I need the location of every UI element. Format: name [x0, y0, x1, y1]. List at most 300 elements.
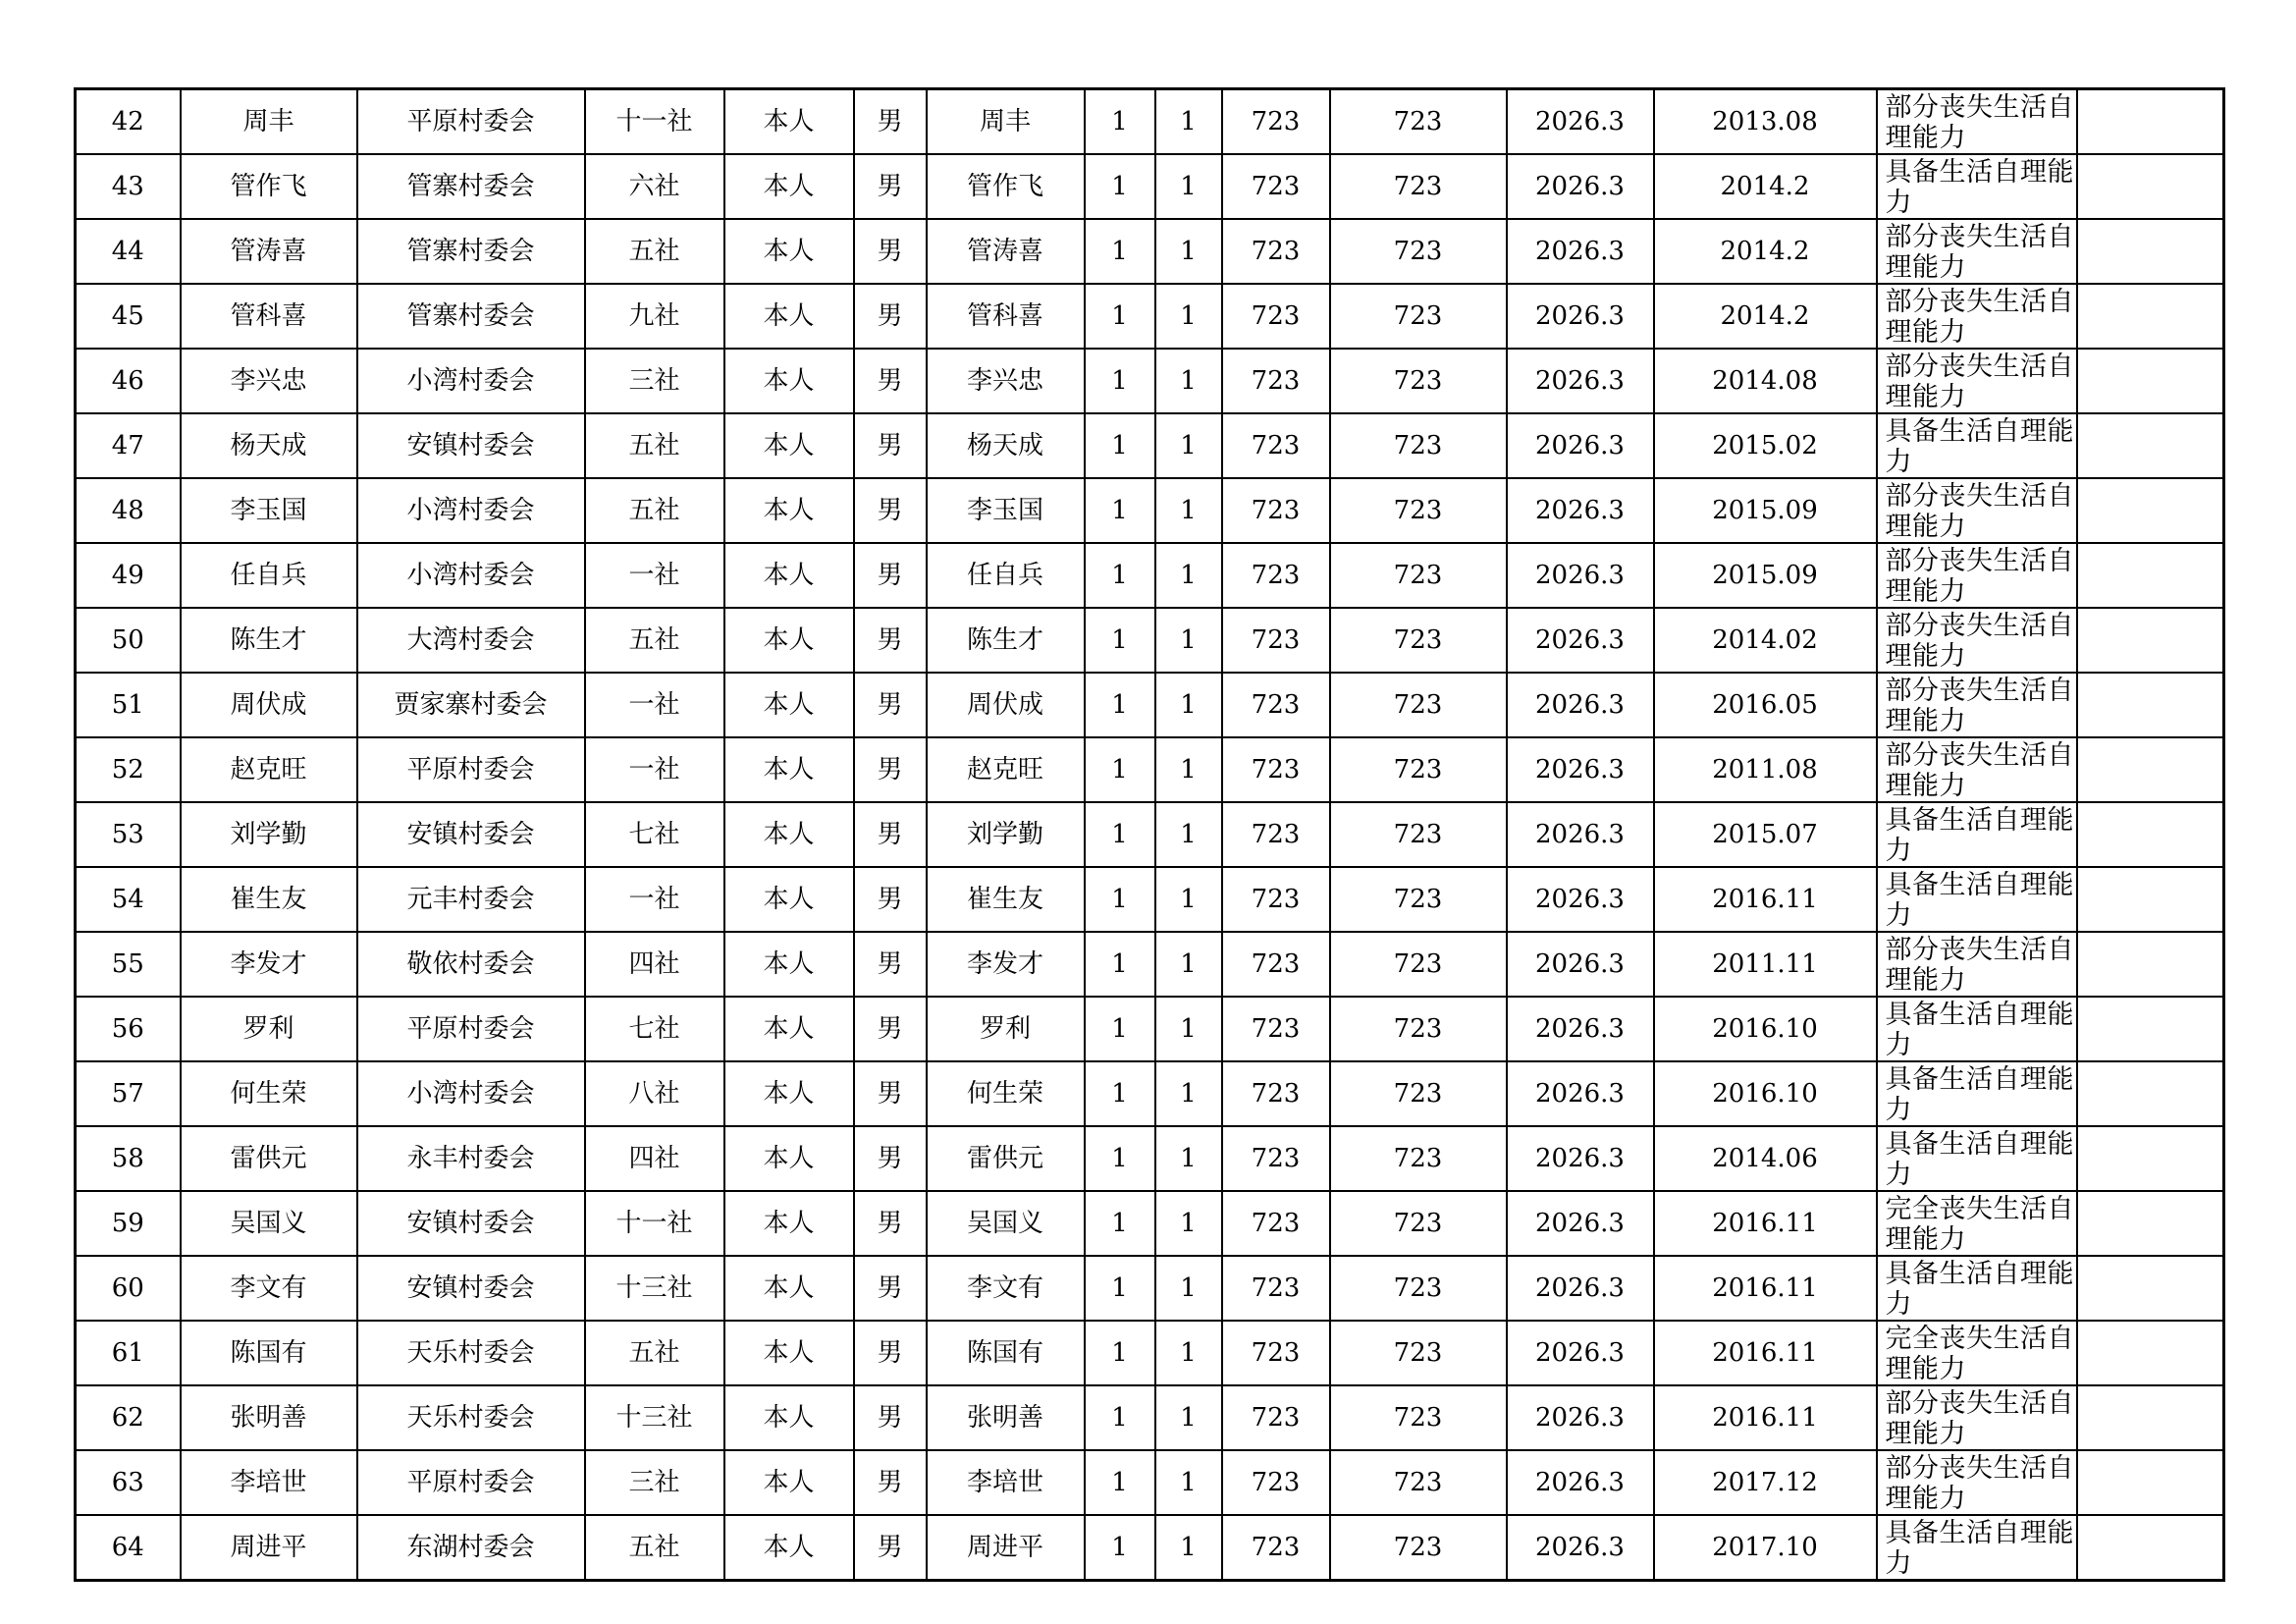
cell-households: 1 [1085, 89, 1155, 155]
cell-group: 五社 [585, 478, 724, 543]
table-row [76, 349, 2224, 413]
cell-relation: 本人 [724, 1061, 854, 1126]
cell-households: 1 [1085, 997, 1155, 1061]
cell-amount: 723 [1330, 1385, 1507, 1450]
cell-status: 完全丧失生活自理能力 [1877, 1321, 2077, 1385]
cell-relation: 本人 [724, 867, 854, 932]
cell-households: 1 [1085, 1256, 1155, 1321]
cell-note [2077, 89, 2224, 155]
cell-note [2077, 413, 2224, 478]
cell-no: 42 [76, 89, 181, 155]
cell-persons: 1 [1155, 1126, 1222, 1191]
cell-head: 罗利 [927, 997, 1085, 1061]
cell-no: 50 [76, 608, 181, 673]
cell-end-date: 2026.3 [1507, 802, 1654, 867]
cell-start-date: 2017.10 [1654, 1515, 1877, 1581]
cell-households: 1 [1085, 478, 1155, 543]
cell-gender: 男 [854, 349, 927, 413]
cell-amount: 723 [1330, 737, 1507, 802]
cell-households: 1 [1085, 543, 1155, 608]
cell-village: 管寨村委会 [357, 284, 585, 349]
cell-village: 小湾村委会 [357, 478, 585, 543]
cell-note [2077, 219, 2224, 284]
cell-status: 具备生活自理能力 [1877, 1126, 2077, 1191]
cell-persons: 1 [1155, 1191, 1222, 1256]
cell-note [2077, 349, 2224, 413]
cell-status: 部分丧失生活自理能力 [1877, 932, 2077, 997]
cell-amount: 723 [1330, 89, 1507, 155]
cell-head: 李发才 [927, 932, 1085, 997]
cell-no: 55 [76, 932, 181, 997]
cell-village: 东湖村委会 [357, 1515, 585, 1581]
cell-standard: 723 [1222, 1385, 1330, 1450]
cell-relation: 本人 [724, 1321, 854, 1385]
cell-group: 六社 [585, 154, 724, 219]
cell-village: 平原村委会 [357, 737, 585, 802]
cell-amount: 723 [1330, 1515, 1507, 1581]
cell-relation: 本人 [724, 478, 854, 543]
cell-no: 45 [76, 284, 181, 349]
cell-persons: 1 [1155, 284, 1222, 349]
cell-name: 李兴忠 [181, 349, 357, 413]
cell-end-date: 2026.3 [1507, 89, 1654, 155]
cell-name: 管科喜 [181, 284, 357, 349]
cell-head: 周伏成 [927, 673, 1085, 737]
cell-village: 天乐村委会 [357, 1385, 585, 1450]
cell-gender: 男 [854, 1450, 927, 1515]
cell-no: 43 [76, 154, 181, 219]
cell-relation: 本人 [724, 349, 854, 413]
table-row [76, 1321, 2224, 1385]
cell-no: 62 [76, 1385, 181, 1450]
table-row [76, 867, 2224, 932]
cell-households: 1 [1085, 802, 1155, 867]
table-row [76, 219, 2224, 284]
cell-name: 雷供元 [181, 1126, 357, 1191]
cell-amount: 723 [1330, 1321, 1507, 1385]
cell-name: 管涛喜 [181, 219, 357, 284]
cell-relation: 本人 [724, 1126, 854, 1191]
table-row [76, 737, 2224, 802]
cell-gender: 男 [854, 219, 927, 284]
cell-start-date: 2013.08 [1654, 89, 1877, 155]
cell-amount: 723 [1330, 1126, 1507, 1191]
table-row [76, 932, 2224, 997]
cell-households: 1 [1085, 1126, 1155, 1191]
cell-village: 安镇村委会 [357, 802, 585, 867]
cell-persons: 1 [1155, 737, 1222, 802]
cell-standard: 723 [1222, 1321, 1330, 1385]
cell-status: 部分丧失生活自理能力 [1877, 89, 2077, 155]
cell-status: 具备生活自理能力 [1877, 1061, 2077, 1126]
cell-end-date: 2026.3 [1507, 1515, 1654, 1581]
cell-standard: 723 [1222, 932, 1330, 997]
cell-standard: 723 [1222, 1256, 1330, 1321]
cell-group: 九社 [585, 284, 724, 349]
cell-head: 管作飞 [927, 154, 1085, 219]
cell-note [2077, 997, 2224, 1061]
cell-group: 一社 [585, 673, 724, 737]
cell-group: 十一社 [585, 89, 724, 155]
table-row [76, 673, 2224, 737]
cell-note [2077, 867, 2224, 932]
cell-group: 三社 [585, 349, 724, 413]
cell-head: 杨天成 [927, 413, 1085, 478]
cell-note [2077, 932, 2224, 997]
cell-village: 平原村委会 [357, 1450, 585, 1515]
cell-note [2077, 1385, 2224, 1450]
cell-standard: 723 [1222, 608, 1330, 673]
cell-status: 部分丧失生活自理能力 [1877, 1450, 2077, 1515]
cell-group: 十三社 [585, 1256, 724, 1321]
cell-start-date: 2016.11 [1654, 867, 1877, 932]
cell-start-date: 2016.11 [1654, 1191, 1877, 1256]
cell-no: 52 [76, 737, 181, 802]
cell-standard: 723 [1222, 413, 1330, 478]
cell-status: 部分丧失生活自理能力 [1877, 478, 2077, 543]
cell-end-date: 2026.3 [1507, 1385, 1654, 1450]
cell-group: 一社 [585, 867, 724, 932]
cell-village: 安镇村委会 [357, 1256, 585, 1321]
cell-start-date: 2016.10 [1654, 1061, 1877, 1126]
cell-end-date: 2026.3 [1507, 1256, 1654, 1321]
cell-start-date: 2016.05 [1654, 673, 1877, 737]
cell-status: 部分丧失生活自理能力 [1877, 1385, 2077, 1450]
cell-start-date: 2015.09 [1654, 478, 1877, 543]
table-row [76, 802, 2224, 867]
cell-gender: 男 [854, 1321, 927, 1385]
cell-status: 具备生活自理能力 [1877, 413, 2077, 478]
cell-village: 敬依村委会 [357, 932, 585, 997]
cell-note [2077, 543, 2224, 608]
cell-note [2077, 737, 2224, 802]
cell-name: 何生荣 [181, 1061, 357, 1126]
cell-group: 十三社 [585, 1385, 724, 1450]
cell-village: 天乐村委会 [357, 1321, 585, 1385]
cell-gender: 男 [854, 1385, 927, 1450]
cell-persons: 1 [1155, 349, 1222, 413]
cell-end-date: 2026.3 [1507, 1321, 1654, 1385]
cell-relation: 本人 [724, 1450, 854, 1515]
cell-name: 管作飞 [181, 154, 357, 219]
cell-head: 周丰 [927, 89, 1085, 155]
cell-status: 具备生活自理能力 [1877, 867, 2077, 932]
cell-persons: 1 [1155, 478, 1222, 543]
cell-gender: 男 [854, 284, 927, 349]
cell-no: 60 [76, 1256, 181, 1321]
cell-gender: 男 [854, 413, 927, 478]
cell-gender: 男 [854, 673, 927, 737]
cell-no: 48 [76, 478, 181, 543]
cell-village: 贾家寨村委会 [357, 673, 585, 737]
cell-start-date: 2015.02 [1654, 413, 1877, 478]
cell-relation: 本人 [724, 1256, 854, 1321]
cell-start-date: 2014.2 [1654, 284, 1877, 349]
cell-name: 李培世 [181, 1450, 357, 1515]
cell-no: 53 [76, 802, 181, 867]
cell-group: 五社 [585, 1321, 724, 1385]
cell-head: 刘学勤 [927, 802, 1085, 867]
cell-standard: 723 [1222, 543, 1330, 608]
cell-amount: 723 [1330, 1450, 1507, 1515]
cell-head: 李兴忠 [927, 349, 1085, 413]
cell-households: 1 [1085, 413, 1155, 478]
cell-start-date: 2016.11 [1654, 1321, 1877, 1385]
cell-group: 一社 [585, 543, 724, 608]
cell-village: 大湾村委会 [357, 608, 585, 673]
cell-no: 63 [76, 1450, 181, 1515]
cell-status: 部分丧失生活自理能力 [1877, 673, 2077, 737]
cell-amount: 723 [1330, 154, 1507, 219]
cell-persons: 1 [1155, 219, 1222, 284]
cell-households: 1 [1085, 737, 1155, 802]
cell-name: 赵克旺 [181, 737, 357, 802]
table-row [76, 89, 2224, 155]
cell-relation: 本人 [724, 1385, 854, 1450]
cell-standard: 723 [1222, 867, 1330, 932]
cell-note [2077, 1256, 2224, 1321]
cell-status: 部分丧失生活自理能力 [1877, 349, 2077, 413]
cell-relation: 本人 [724, 413, 854, 478]
cell-village: 小湾村委会 [357, 1061, 585, 1126]
cell-persons: 1 [1155, 802, 1222, 867]
cell-relation: 本人 [724, 997, 854, 1061]
cell-households: 1 [1085, 1191, 1155, 1256]
cell-head: 崔生友 [927, 867, 1085, 932]
table-row [76, 284, 2224, 349]
cell-households: 1 [1085, 932, 1155, 997]
cell-name: 陈生才 [181, 608, 357, 673]
table-row [76, 997, 2224, 1061]
cell-head: 李文有 [927, 1256, 1085, 1321]
cell-start-date: 2014.2 [1654, 219, 1877, 284]
cell-head: 李玉国 [927, 478, 1085, 543]
cell-gender: 男 [854, 802, 927, 867]
cell-head: 雷供元 [927, 1126, 1085, 1191]
cell-start-date: 2016.11 [1654, 1256, 1877, 1321]
cell-standard: 723 [1222, 1515, 1330, 1581]
cell-start-date: 2014.08 [1654, 349, 1877, 413]
cell-relation: 本人 [724, 1515, 854, 1581]
cell-households: 1 [1085, 673, 1155, 737]
cell-status: 具备生活自理能力 [1877, 1515, 2077, 1581]
cell-start-date: 2015.07 [1654, 802, 1877, 867]
cell-relation: 本人 [724, 89, 854, 155]
cell-end-date: 2026.3 [1507, 284, 1654, 349]
cell-note [2077, 1515, 2224, 1581]
cell-village: 小湾村委会 [357, 349, 585, 413]
cell-gender: 男 [854, 154, 927, 219]
cell-gender: 男 [854, 932, 927, 997]
cell-village: 平原村委会 [357, 997, 585, 1061]
cell-end-date: 2026.3 [1507, 1450, 1654, 1515]
cell-amount: 723 [1330, 997, 1507, 1061]
cell-name: 周丰 [181, 89, 357, 155]
table-row [76, 1126, 2224, 1191]
cell-no: 46 [76, 349, 181, 413]
cell-households: 1 [1085, 154, 1155, 219]
cell-no: 56 [76, 997, 181, 1061]
cell-gender: 男 [854, 608, 927, 673]
cell-village: 平原村委会 [357, 89, 585, 155]
cell-gender: 男 [854, 478, 927, 543]
cell-standard: 723 [1222, 673, 1330, 737]
cell-end-date: 2026.3 [1507, 997, 1654, 1061]
table-row [76, 154, 2224, 219]
cell-amount: 723 [1330, 1256, 1507, 1321]
cell-village: 管寨村委会 [357, 219, 585, 284]
cell-gender: 男 [854, 1126, 927, 1191]
cell-amount: 723 [1330, 673, 1507, 737]
cell-status: 具备生活自理能力 [1877, 154, 2077, 219]
cell-status: 部分丧失生活自理能力 [1877, 284, 2077, 349]
cell-relation: 本人 [724, 1191, 854, 1256]
cell-head: 赵克旺 [927, 737, 1085, 802]
cell-gender: 男 [854, 737, 927, 802]
table-row [76, 608, 2224, 673]
cell-amount: 723 [1330, 284, 1507, 349]
cell-no: 64 [76, 1515, 181, 1581]
cell-name: 李玉国 [181, 478, 357, 543]
cell-status: 具备生活自理能力 [1877, 802, 2077, 867]
cell-group: 七社 [585, 802, 724, 867]
cell-relation: 本人 [724, 154, 854, 219]
cell-no: 61 [76, 1321, 181, 1385]
cell-relation: 本人 [724, 932, 854, 997]
cell-village: 元丰村委会 [357, 867, 585, 932]
cell-households: 1 [1085, 1321, 1155, 1385]
cell-gender: 男 [854, 1191, 927, 1256]
cell-persons: 1 [1155, 673, 1222, 737]
cell-standard: 723 [1222, 1191, 1330, 1256]
cell-persons: 1 [1155, 413, 1222, 478]
cell-end-date: 2026.3 [1507, 154, 1654, 219]
cell-gender: 男 [854, 1061, 927, 1126]
cell-households: 1 [1085, 1385, 1155, 1450]
cell-households: 1 [1085, 1515, 1155, 1581]
cell-households: 1 [1085, 219, 1155, 284]
cell-standard: 723 [1222, 737, 1330, 802]
table-row [76, 478, 2224, 543]
cell-relation: 本人 [724, 608, 854, 673]
cell-no: 49 [76, 543, 181, 608]
cell-status: 部分丧失生活自理能力 [1877, 608, 2077, 673]
cell-group: 五社 [585, 219, 724, 284]
cell-amount: 723 [1330, 543, 1507, 608]
cell-head: 任自兵 [927, 543, 1085, 608]
cell-end-date: 2026.3 [1507, 413, 1654, 478]
cell-note [2077, 284, 2224, 349]
cell-note [2077, 478, 2224, 543]
cell-name: 陈国有 [181, 1321, 357, 1385]
cell-status: 部分丧失生活自理能力 [1877, 737, 2077, 802]
table-row [76, 413, 2224, 478]
cell-end-date: 2026.3 [1507, 543, 1654, 608]
cell-amount: 723 [1330, 219, 1507, 284]
cell-note [2077, 802, 2224, 867]
cell-persons: 1 [1155, 1061, 1222, 1126]
roster-table [74, 87, 2225, 1582]
cell-end-date: 2026.3 [1507, 608, 1654, 673]
cell-no: 47 [76, 413, 181, 478]
cell-gender: 男 [854, 1515, 927, 1581]
cell-end-date: 2026.3 [1507, 1061, 1654, 1126]
cell-relation: 本人 [724, 543, 854, 608]
cell-standard: 723 [1222, 478, 1330, 543]
cell-head: 吴国义 [927, 1191, 1085, 1256]
cell-group: 七社 [585, 997, 724, 1061]
cell-gender: 男 [854, 997, 927, 1061]
cell-group: 五社 [585, 413, 724, 478]
cell-status: 完全丧失生活自理能力 [1877, 1191, 2077, 1256]
cell-relation: 本人 [724, 219, 854, 284]
cell-standard: 723 [1222, 349, 1330, 413]
cell-group: 十一社 [585, 1191, 724, 1256]
cell-persons: 1 [1155, 1515, 1222, 1581]
cell-standard: 723 [1222, 219, 1330, 284]
cell-village: 安镇村委会 [357, 413, 585, 478]
cell-households: 1 [1085, 349, 1155, 413]
table-row [76, 1450, 2224, 1515]
cell-start-date: 2014.02 [1654, 608, 1877, 673]
cell-households: 1 [1085, 1061, 1155, 1126]
cell-note [2077, 1450, 2224, 1515]
cell-end-date: 2026.3 [1507, 867, 1654, 932]
cell-standard: 723 [1222, 1126, 1330, 1191]
cell-group: 五社 [585, 1515, 724, 1581]
cell-name: 李文有 [181, 1256, 357, 1321]
cell-standard: 723 [1222, 89, 1330, 155]
cell-households: 1 [1085, 867, 1155, 932]
cell-persons: 1 [1155, 1450, 1222, 1515]
cell-head: 张明善 [927, 1385, 1085, 1450]
cell-note [2077, 154, 2224, 219]
cell-end-date: 2026.3 [1507, 1191, 1654, 1256]
cell-standard: 723 [1222, 802, 1330, 867]
cell-persons: 1 [1155, 608, 1222, 673]
cell-end-date: 2026.3 [1507, 349, 1654, 413]
cell-end-date: 2026.3 [1507, 673, 1654, 737]
cell-group: 五社 [585, 608, 724, 673]
cell-standard: 723 [1222, 1450, 1330, 1515]
cell-status: 具备生活自理能力 [1877, 997, 2077, 1061]
cell-start-date: 2017.12 [1654, 1450, 1877, 1515]
cell-group: 八社 [585, 1061, 724, 1126]
cell-group: 一社 [585, 737, 724, 802]
cell-amount: 723 [1330, 478, 1507, 543]
cell-gender: 男 [854, 89, 927, 155]
cell-name: 崔生友 [181, 867, 357, 932]
cell-end-date: 2026.3 [1507, 219, 1654, 284]
cell-name: 周进平 [181, 1515, 357, 1581]
table-row [76, 1385, 2224, 1450]
cell-note [2077, 1191, 2224, 1256]
cell-name: 周伏成 [181, 673, 357, 737]
cell-relation: 本人 [724, 802, 854, 867]
cell-gender: 男 [854, 867, 927, 932]
cell-amount: 723 [1330, 349, 1507, 413]
cell-households: 1 [1085, 608, 1155, 673]
cell-status: 具备生活自理能力 [1877, 1256, 2077, 1321]
cell-standard: 723 [1222, 1061, 1330, 1126]
cell-gender: 男 [854, 1256, 927, 1321]
cell-no: 54 [76, 867, 181, 932]
cell-status: 部分丧失生活自理能力 [1877, 543, 2077, 608]
cell-amount: 723 [1330, 802, 1507, 867]
cell-village: 管寨村委会 [357, 154, 585, 219]
cell-head: 李培世 [927, 1450, 1085, 1515]
cell-note [2077, 1061, 2224, 1126]
